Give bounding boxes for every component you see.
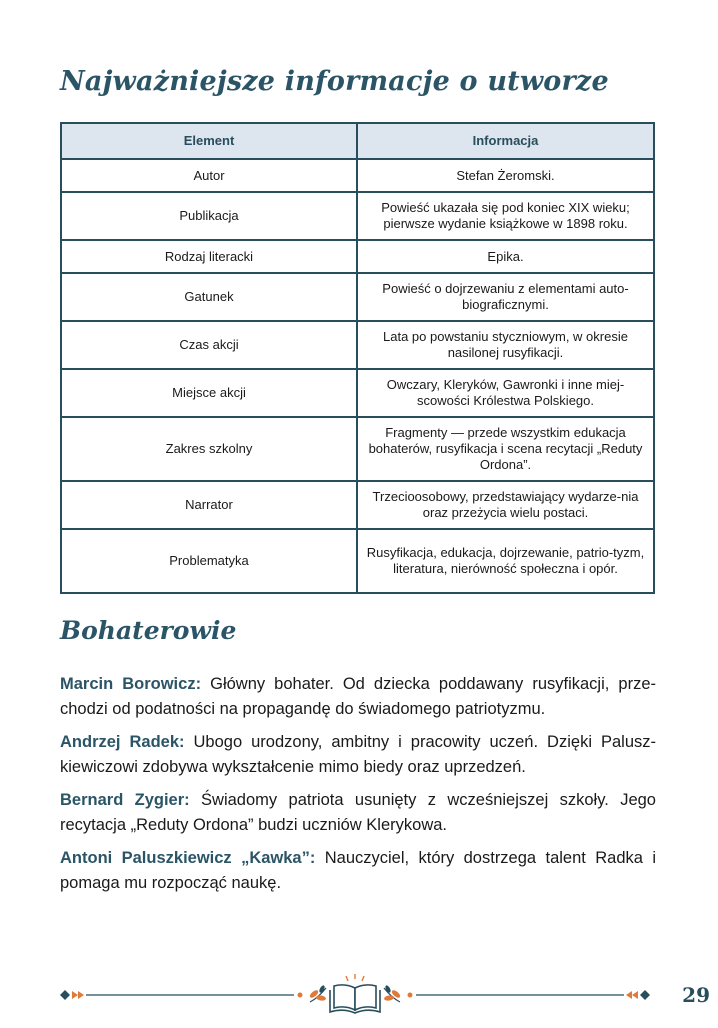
character-name: Andrzej Radek: [60, 733, 185, 751]
table-row [61, 240, 654, 273]
table-cell-information: Epika. [357, 240, 654, 273]
footer-ornament [56, 972, 656, 1018]
table-row [61, 159, 654, 192]
diamond-icon [640, 990, 650, 1000]
column-header-element: Element [61, 123, 357, 159]
table-row [61, 273, 654, 321]
characters-list [60, 672, 656, 904]
character-name: Antoni Paluszkiewicz „Kawka”: [60, 849, 316, 867]
table-cell-information: Powieść o dojrzewaniu z elementami auto-biograficznymi. [357, 273, 654, 321]
character-entry [60, 672, 656, 722]
table-row [61, 192, 654, 240]
table-cell-information: Powieść ukazała się pod koniec XIX wieku; pierwsze wydanie książkowe w 1898 roku. [357, 192, 654, 240]
table-row [61, 529, 654, 593]
table-cell-element: Narrator [61, 481, 357, 529]
arrow-icon [72, 991, 84, 999]
table-cell-information: Stefan Żeromski. [357, 159, 654, 192]
page-title: Najważniejsze informacje o utworze [60, 66, 609, 97]
section-title-characters: Bohaterowie [60, 616, 237, 645]
table-cell-information: Lata po powstaniu styczniowym, w okresie nasilonej rusyfikacji. [357, 321, 654, 369]
character-entry [60, 846, 656, 896]
table-cell-element: Autor [61, 159, 357, 192]
table-row [61, 369, 654, 417]
diamond-icon [60, 990, 70, 1000]
table-row [61, 417, 654, 481]
table-cell-element: Rodzaj literacki [61, 240, 357, 273]
table-cell-information: Rusyfikacja, edukacja, dojrzewanie, patrio-tyzm, literatura, nierówność społeczna i opór. [357, 529, 654, 593]
table-cell-element: Gatunek [61, 273, 357, 321]
character-description: Nauczyciel, który dostrzega talent Radka i pomaga mu rozpocząć naukę. [60, 849, 656, 892]
dot-icon [408, 993, 413, 998]
column-header-information: Informacja [357, 123, 654, 159]
leaf-icon [309, 985, 327, 1002]
info-table [60, 122, 655, 594]
open-book-icon [330, 974, 380, 1013]
character-description: Świadomy patriota usunięty z wcześniejszej szkoły. Jego recytacja „Reduty Ordona” budzi uczniów Klerykowa. [60, 791, 656, 834]
table-header-row [61, 123, 654, 159]
character-name: Marcin Borowicz: [60, 675, 202, 693]
table-cell-element: Miejsce akcji [61, 369, 357, 417]
table-row [61, 481, 654, 529]
table-cell-element: Publikacja [61, 192, 357, 240]
table-cell-information: Owczary, Kleryków, Gawronki i inne miej-scowości Królestwa Polskiego. [357, 369, 654, 417]
table-cell-element: Zakres szkolny [61, 417, 357, 481]
leaf-icon [384, 985, 402, 1002]
character-entry [60, 788, 656, 838]
table-cell-element: Czas akcji [61, 321, 357, 369]
table-cell-information: Fragmenty — przede wszystkim edukacja bohaterów, rusyfikacja i scena recytacji „Reduty Ordona”. [357, 417, 654, 481]
arrow-icon [626, 991, 638, 999]
table-row [61, 321, 654, 369]
page-number: 29 [682, 983, 710, 1007]
table-cell-information: Trzecioosobowy, przedstawiający wydarze-nia oraz przeżycia wielu postaci. [357, 481, 654, 529]
character-entry [60, 730, 656, 780]
dot-icon [298, 993, 303, 998]
table-cell-element: Problematyka [61, 529, 357, 593]
character-description: Ubogo urodzony, ambitny i pracowity uczeń. Dzięki Palusz-kiewiczowi zdobywa wykształcenie mimo biedy oraz uprzedzeń. [60, 733, 656, 776]
character-description: Główny bohater. Od dziecka poddawany rusyfikacji, prze-chodzi od podatności na propagandę do świadomego patriotyzmu. [60, 675, 656, 718]
character-name: Bernard Zygier: [60, 791, 190, 809]
